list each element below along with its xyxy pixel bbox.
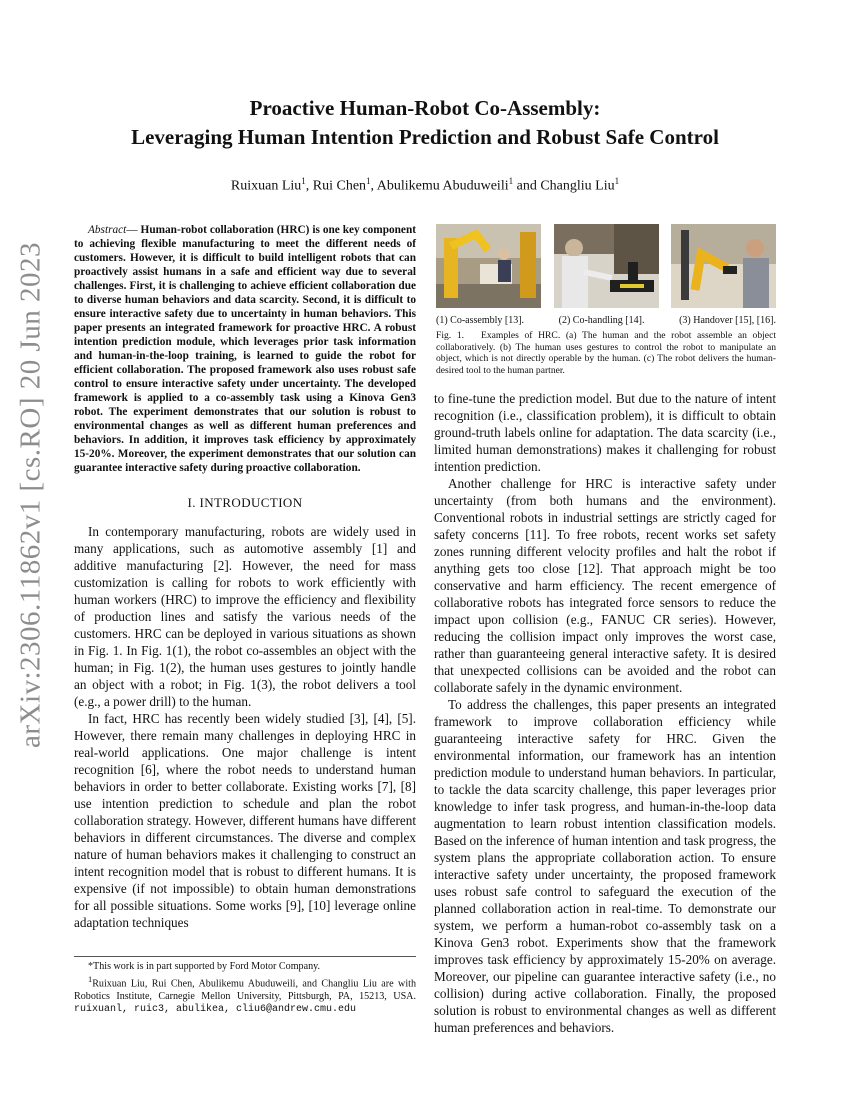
left-column: [74, 223, 416, 931]
body-paragraph: In contemporary manufacturing, robots are widely used in many applications, such as automotive assembly [1] and additive manufacturing [2]. However, the need for mass customization is calling for robots to work efficiently with human workers (HRC) to improve the efficiency and flexibility of production lines and satisfy the various needs of the customers. HRC can be deployed in various situations as shown in Fig. 1. In Fig. 1(1), the robot co-assembles an object with the human; in Fig. 1(2), the human uses gestures to jointly handle an object with a robot; in Fig. 1(3), the robot delivers a tool (e.g., a power drill) to the human.: [74, 524, 416, 709]
body-paragraph: To address the challenges, this paper presents an integrated framework to improve collaboration efficiency while guaranteeing interactive safety for HRC. Given the environmental information, our framework has an intention prediction module to understand human behaviors. In particular, to tackle the data scarcity challenge, this paper leverages prior knowledge to infer task progress, and human-in-the-loop data augmentation to learn robust intention classification models. Based on the inference of human intention and task progress, the system plans the appropriate collaboration action. To ensure interactive safety under uncertainty, the proposed framework uses robust safe control to safeguard the execution of the planned collaboration action in real-time. To demonstrate our system, we perform a human-robot co-assembly task on a Kinova Gen3 robot. Experiments show that the framework improves task efficiency by approximately 15-20% on average. Moreover, our pipeline can guarantee interactive safety (i.e., no collision) during active collaboration. Finally, the proposed solution is robust to environmental changes as well as different human preferences and behaviors.: [434, 697, 776, 1035]
body-paragraph: to fine-tune the prediction model. But due to the nature of intent recognition (i.e., classification problem), it is difficult to obtain ground-truth labels online for adaptation. The data scarcity (i.e., limited human demonstrations) makes it challenging for robust intention prediction.: [434, 391, 776, 474]
subcaption: (1) Co-assembly [13].: [436, 315, 525, 326]
abstract-label: Abstract: [88, 224, 127, 236]
abstract-dash: —: [126, 224, 138, 236]
body-paragraph: Another challenge for HRC is interactive safety under uncertainty (from both humans and the environment). Conventional robots in industrial settings are strictly caged for safety concerns [11]. To free robots, recent works set safety zones running different velocity profiles and halt the robot if anything gets too close [12]. That approach might be too conservative and harm efficiency. The recent emergence of collaborative robots has integrated force sensors to reduce the impact upon collision (e.g., FANUC CR series). However, reducing the collision impact only improves the worst case, rather than guaranteeing general interactive safety. It is desired that unexpected collisions can be avoided and the robot can collaborate safely in the dynamic environment.: [434, 476, 776, 695]
author-affiliation: 1: [366, 176, 371, 186]
paper-title: [70, 94, 780, 152]
abstract-text: Human-robot collaboration (HRC) is one key component to achieving flexible manufacturing to meet the different needs of customers. However, it is difficult to build intelligent robots that can proactively assist humans in a safe and efficient way due to several challenges. First, it is challenging to achieve efficient collaboration due to diverse human behaviors and data scarcity. Second, it is difficult to ensure interactive safety due to uncertainty in human behaviors. This paper presents an integrated framework for proactive HRC. A robust intention prediction module, which leverages prior task information and human-in-the-loop training, is learned to guide the robot for efficient collaboration. The proposed framework also uses robust safe control to ensure interactive safety under uncertainty. The developed framework is applied to a co-assembly task using a Kinova Gen3 robot. The experiment demonstrates that our solution is robust to environmental changes as well as different human preferences and behaviors. In addition, it improves task efficiency by approximately 15-20%. Moreover, the experiment demonstrates that our solution can guarantee interactive safety during proactive collaboration.: [74, 224, 416, 474]
author: Changliu Liu: [540, 178, 615, 194]
photo-co-handling: [554, 224, 659, 308]
author-affiliation: 1: [508, 176, 514, 186]
author-list: Ruixuan Liu$^1$, Rui Chen$^1$, Abulikemu Abuduweili$^1$ and Changliu Liu$^1$: [230, 176, 620, 194]
right-column: [434, 390, 776, 1036]
abstract: [74, 223, 416, 475]
footnote-affiliation-text: Ruixuan Liu, Rui Chen, Abulikemu Abuduweili, and Changliu Liu are with Robotics Institute, Carnegie Mellon University, Pittsburgh, PA, 15213, USA.: [74, 977, 416, 1002]
figure-caption-text: Examples of HRC. (a) The human and the robot assemble an object collaboratively. (b) The human uses gestures to control the robot to manipulate an object, which is not directly operable by the human. (c) The robot delivers the human-desired tool to the human partner.: [436, 330, 776, 376]
author: Abulikemu Abuduweili: [376, 178, 509, 194]
author: Rui Chen: [312, 178, 367, 194]
figure-caption: [436, 330, 776, 376]
author-affiliation: 1: [614, 176, 620, 186]
author-affiliation: 1: [301, 176, 306, 186]
footnotes: [74, 956, 416, 1017]
body-paragraph: In fact, HRC has recently been widely studied [3], [4], [5]. However, there remain many challenges in deploying HRC in real-world applications. One major challenge is intent recognition [6], where the robot needs to understand human behaviors in order to better collaborate. Existing works [7], [8] use intention prediction to schedule and plan the robot collaboration strategy. However, different humans have different behaviors in different circumstances. The diverse and complex nature of human behaviors makes it challenging to construct an intent recognition model that is robust to different humans. It is expensive (if not impossible) to obtain human demonstrations for all possible situations. Some works [9], [10] leverage online adaptation techniques: [74, 711, 416, 930]
photo-handover: [671, 224, 776, 308]
figure-caption-label: Fig. 1.: [436, 330, 465, 341]
author-emails: ruixuanl, ruic3, abulikea, cliu6@andrew.cmu.edu: [74, 1004, 357, 1016]
subcaption: (3) Handover [15], [16].: [679, 315, 776, 326]
arxiv-stamp-text: arXiv:2306.11862v1 [cs.RO] 20 Jun 2023: [14, 241, 47, 749]
footnote-funding: *This work is in part supported by Ford Motor Company.: [88, 961, 321, 972]
title-line-2: Leveraging Human Intention Prediction and Robust Safe Control: [131, 125, 719, 149]
section-heading: I. INTRODUCTION: [187, 495, 303, 510]
footnote-affiliation: $^1$Ruixuan Liu, Rui Chen, Abulikemu Abuduweili, and Changliu Liu are with Robotics Institute, Carnegie Mellon University, Pittsburgh, PA, 15213, USA. ruixuanl, ruic3, abulikea, cliu6@andrew.cmu.edu: [74, 974, 416, 1016]
title-line-1: Proactive Human-Robot Co-Assembly:: [249, 96, 601, 120]
author: Ruixuan Liu: [230, 178, 302, 194]
subcaption: (2) Co-handling [14].: [558, 315, 645, 326]
arxiv-stamp: [2, 241, 60, 749]
photo-co-assembly: [436, 224, 541, 308]
figure-1: [436, 224, 776, 376]
